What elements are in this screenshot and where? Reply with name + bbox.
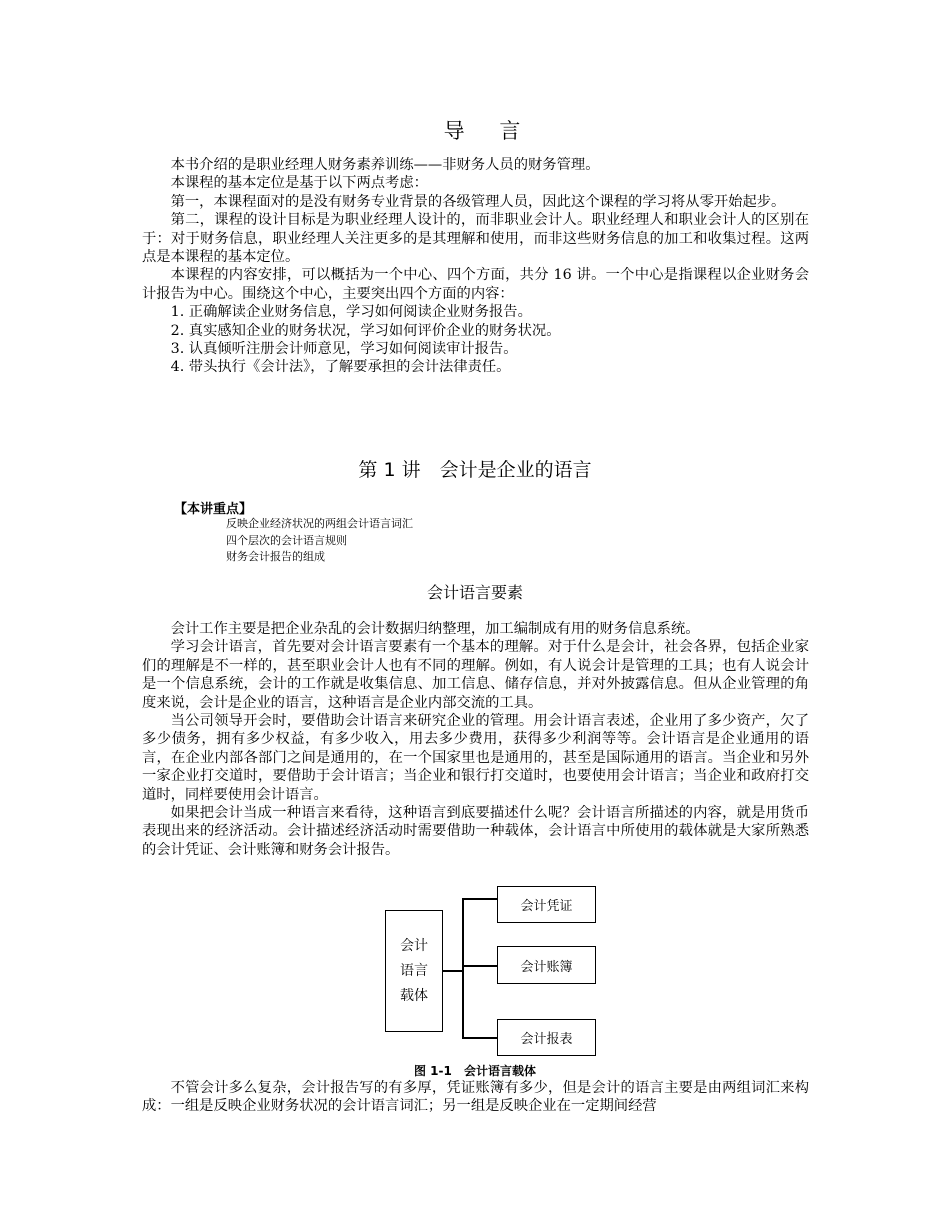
- figure-caption: [0, 1062, 950, 1079]
- after-figure-body: [142, 1079, 809, 1116]
- key-points-heading: 【本讲重点】: [174, 502, 253, 517]
- connector-line: [462, 898, 497, 900]
- intro-paragraph: 第一，本课程面对的是没有财务专业背景的各级管理人员，因此这个课程的学习将从零开始起步。: [170, 193, 786, 210]
- section-title: 会计语言要素: [426, 583, 523, 602]
- main-box-accounting-language-carrier: [385, 910, 443, 1032]
- intro-list-item: 2. 真实感知企业的财务状况，学习如何评价企业的财务状况。: [170, 322, 561, 339]
- key-point: 反映企业经济状况的两组会计语言词汇: [226, 517, 413, 530]
- box-accounting-voucher: 会计凭证: [497, 886, 596, 923]
- intro-paragraph: 本书介绍的是职业经理人财务素养训练——非财务人员的财务管理。: [170, 157, 600, 173]
- intro-body: [142, 156, 809, 377]
- intro-list-item: 1. 正确解读企业财务信息，学习如何阅读企业财务报告。: [170, 304, 532, 321]
- box-accounting-statement: 会计报表: [497, 1019, 596, 1056]
- main-box-line: 会计: [400, 937, 428, 954]
- lecture-paragraph: 当公司领导开会时，要借助会计语言来研究企业的管理。用会计语言表述，企业用了多少资产，欠了多少债务，拥有多少权益，有多少收入，用去多少费用，获得多少利润等等。会计语言是企业通用的语言，在企业内部各部门之间是通用的，在一个国家里也是通用的，甚至是国际通用的语言。当企业和另外一家企业打交道时，要借助于会计语言；当企业和银行打交道时，也要使用会计语言；当企业和政府打交道时，同样要使用会计语言。: [142, 713, 809, 803]
- figure-title: 会计语言载体: [464, 1064, 537, 1078]
- key-points-list: [226, 516, 413, 566]
- box-accounting-ledger: 会计账簿: [497, 946, 596, 984]
- main-box-line: 载体: [400, 987, 428, 1004]
- main-box-line: 语言: [400, 962, 428, 979]
- lecture-paragraph: 如果把会计当成一种语言来看待，这种语言到底要描述什么呢？会计语言所描述的内容，就是用货币表现出来的经济活动。会计描述经济活动时需要借助一种载体，会计语言中所使用的载体就是大家所熟悉的会计凭证、会计账簿和财务会计报告。: [142, 805, 809, 858]
- connector-line: [462, 898, 464, 1038]
- intro-title: 导 言: [443, 119, 535, 143]
- intro-list-item: 4. 带头执行《会计法》，了解要承担的会计法律责任。: [170, 359, 511, 376]
- connector-line: [462, 1037, 497, 1039]
- intro-paragraph: 本课程的基本定位是基于以下两点考虑：: [170, 175, 428, 192]
- key-point: 财务会计报告的组成: [226, 550, 325, 563]
- lecture-paragraph: 会计工作主要是把企业杂乱的会计数据归纳整理，加工编制成有用的财务信息系统。: [170, 621, 700, 637]
- figure-number: 图 1-1: [413, 1064, 452, 1078]
- connector-line: [462, 965, 497, 967]
- lecture-body: [142, 620, 809, 859]
- lecture-title: 第 1 讲 会计是企业的语言: [358, 459, 592, 481]
- key-point: 四个层次的会计语言规则: [226, 533, 347, 547]
- intro-paragraph: 第二，课程的设计目标是为职业经理人设计的，而非职业会计人。职业经理人和职业会计人的区别在于：对于财务信息，职业经理人关注更多的是其理解和使用，而非这些财务信息的加工和收集过程。这两点是本课程的基本定位。: [142, 212, 809, 266]
- connector-line: [443, 970, 463, 972]
- lecture-paragraph: 学习会计语言，首先要对会计语言要素有一个基本的理解。对于什么是会计，社会各界，包括企业家们的理解是不一样的，甚至职业会计人也有不同的理解。例如，有人说会计是管理的工具；也有人说会计是一个信息系统，会计的工作就是收集信息、加工信息、储存信息，并对外披露信息。但从企业管理的角度来说，会计是企业的语言，这种语言是企业内部交流的工具。: [142, 639, 809, 711]
- intro-paragraph: 本课程的内容安排，可以概括为一个中心、四个方面，共分 16 讲。一个中心是指课程以企业财务会计报告为中心。围绕这个中心，主要突出四个方面的内容：: [142, 267, 809, 302]
- lecture-paragraph: 不管会计多么复杂，会计报告写的有多厚，凭证账簿有多少，但是会计的语言主要是由两组词汇来构成：一组是反映企业财务状况的会计语言词汇；另一组是反映企业在一定期间经营: [142, 1080, 809, 1115]
- intro-list-item: 3. 认真倾听注册会计师意见，学习如何阅读审计报告。: [170, 341, 518, 358]
